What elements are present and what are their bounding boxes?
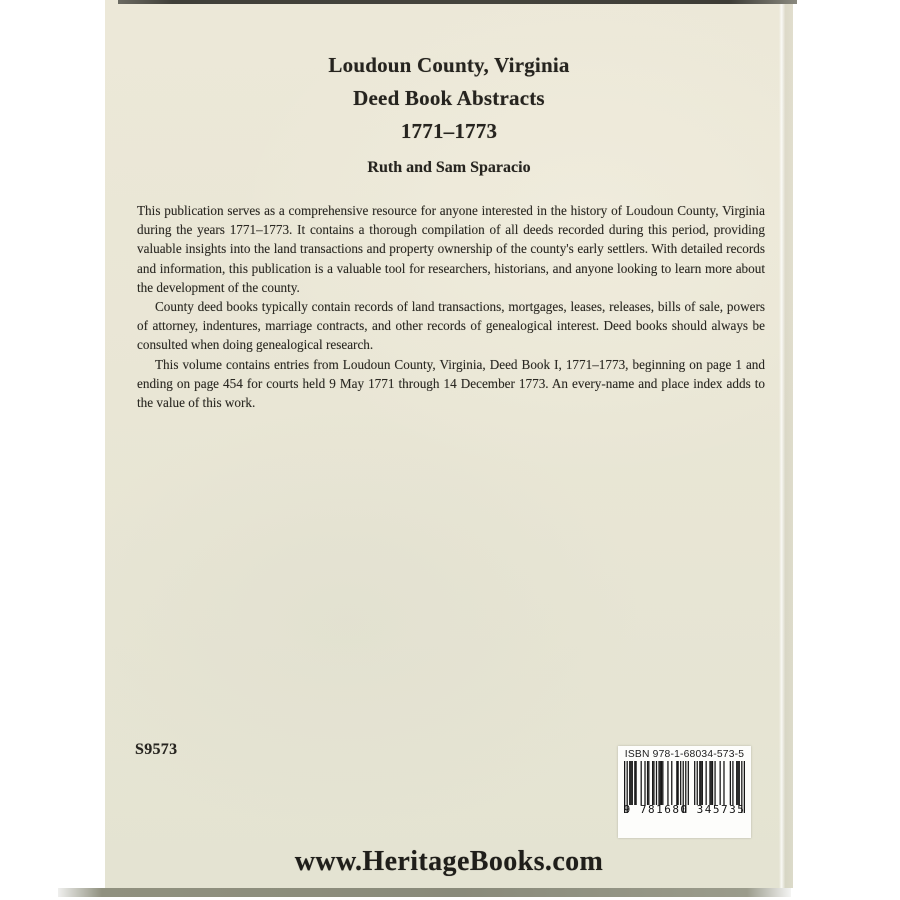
- back-cover-blurb: [137, 201, 765, 412]
- book-bottom-edge-shadow: [58, 888, 791, 897]
- barcode-digits: 9 781680 345735: [623, 803, 746, 816]
- blurb-paragraph: County deed books typically contain records of land transactions, mortgages, leases, releases, bills of sale, powers of attorney, indentures, marriage contracts, and other records of genealogical interest. Deed books should always be consulted when doing genealogical research.: [137, 299, 765, 353]
- book-top-edge-shadow: [118, 0, 797, 4]
- book-title-line-2: Deed Book Abstracts: [353, 86, 545, 110]
- blurb-paragraph: This volume contains entries from Loudoun County, Virginia, Deed Book I, 1771–1773, beginning on page 1 and ending on page 454 for courts held 9 May 1771 through 14 December 1773. An every-name and place index adds to the value of this work.: [137, 356, 765, 411]
- publisher-website: www.HeritageBooks.com: [294, 846, 604, 877]
- isbn-barcode-block: [618, 746, 751, 838]
- blurb-paragraph: This publication serves as a comprehensive resource for anyone interested in the history of Loudoun County, Virginia during the years 1771–1773. It contains a thorough compilation of all deeds recorded during this period, providing valuable insights into the land transactions and property ownership of the county's early settlers. With detailed records and information, this publication is a valuable tool for researchers, historians, and anyone looking to learn more about the development of the county.: [137, 203, 765, 295]
- author-line: Ruth and Sam Sparacio: [367, 159, 531, 176]
- book-title-line-3: 1771–1773: [400, 119, 498, 143]
- isbn-label: ISBN 978-1-68034-573-5: [624, 749, 745, 760]
- book-title: [105, 49, 793, 148]
- book-title-line-1: Loudoun County, Virginia: [328, 53, 570, 77]
- book-back-cover: [105, 0, 793, 888]
- stock-number: S9573: [135, 741, 178, 758]
